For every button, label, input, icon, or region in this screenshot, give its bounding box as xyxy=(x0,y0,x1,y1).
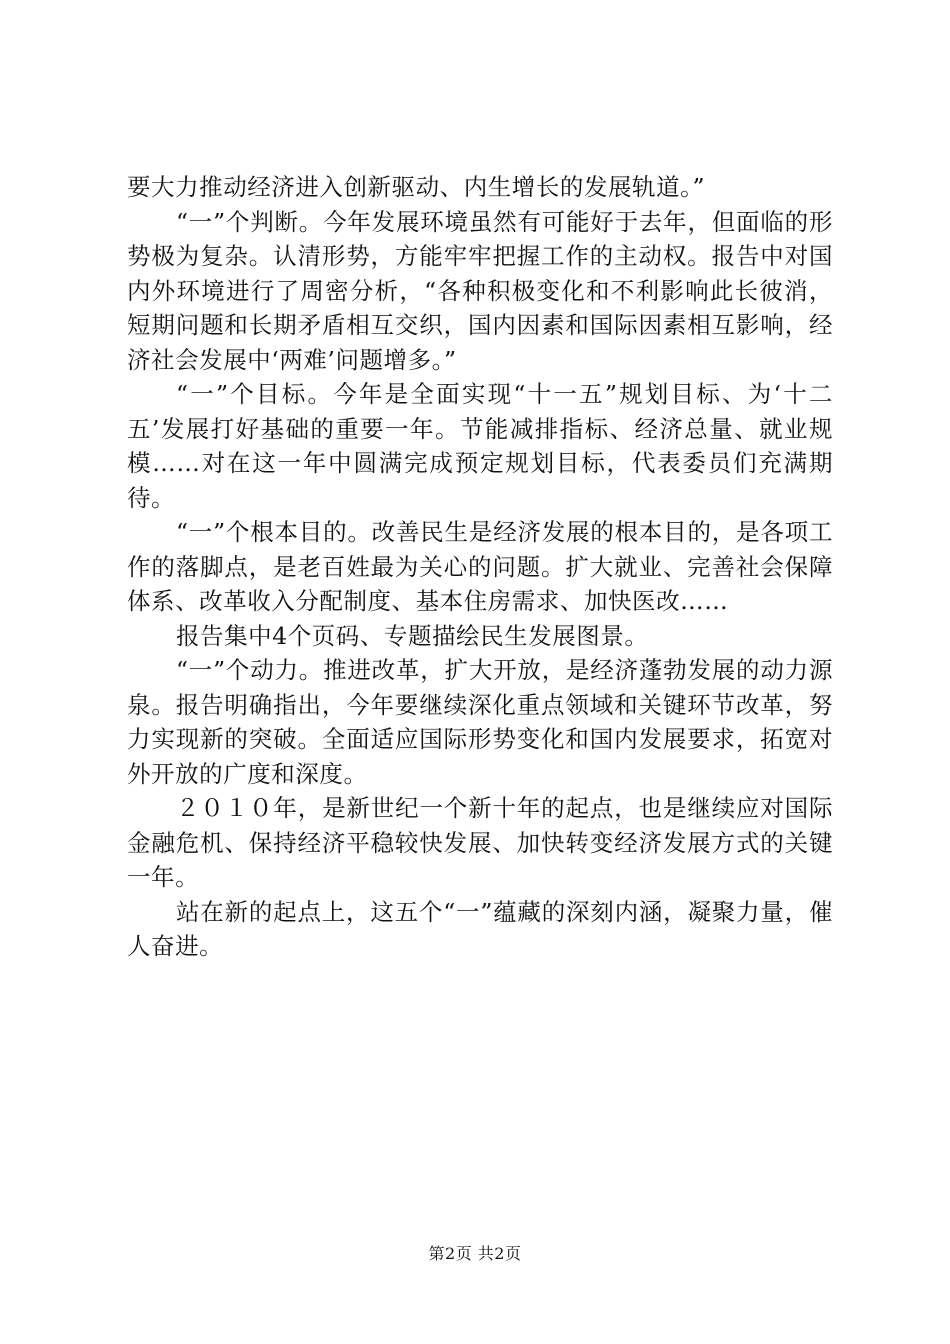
document-body xyxy=(127,170,833,964)
paragraph: 报告集中4个页码、专题描绘民生发展图景。 xyxy=(176,621,649,650)
page-footer xyxy=(0,1243,950,1265)
page-number-label: 第2页 共2页 xyxy=(428,1244,522,1263)
paragraph: “一”个动力。推进改革，扩大开放，是经济蓬勃发展的动力源泉。报告明确指出，今年要继续深化重点领域和关键环节改革，努力实现新的突破。全面适应国际形势变化和国内发展要求，拓宽对外开放的广度和深度。 xyxy=(127,656,833,788)
paragraph: “一”个目标。今年是全面实现“十一五”规划目标、为‘十二五’发展打好基础的重要一年。节能减排指标、经济总量、就业规模……对在这一年中圆满完成预定规划目标，代表委员们充满期待。 xyxy=(127,380,833,512)
paragraph: 站在新的起点上，这五个“一”蕴藏的深刻内涵，凝聚力量，催人奋进。 xyxy=(127,897,833,960)
paragraph: 要大力推动经济进入创新驱动、内生增长的发展轨道。” xyxy=(127,173,706,201)
paragraph: ２０１０年，是新世纪一个新十年的起点，也是继续应对国际金融危机、保持经济平稳较快发展、加快转变经济发展方式的关键一年。 xyxy=(127,794,833,891)
paragraph: “一”个根本目的。改善民生是经济发展的根本目的，是各项工作的落脚点，是老百姓最为关心的问题。扩大就业、完善社会保障体系、改革收入分配制度、基本住房需求、加快医改…… xyxy=(127,518,833,615)
paragraph: “一”个判断。今年发展环境虽然有可能好于去年，但面临的形势极为复杂。认清形势，方能牢牢把握工作的主动权。报告中对国内外环境进行了周密分析，“各种积极变化和不利影响此长彼消，短期问题和长期矛盾相互交织，国内因素和国际因素相互影响，经济社会发展中‘两难’问题增多。” xyxy=(127,207,833,374)
